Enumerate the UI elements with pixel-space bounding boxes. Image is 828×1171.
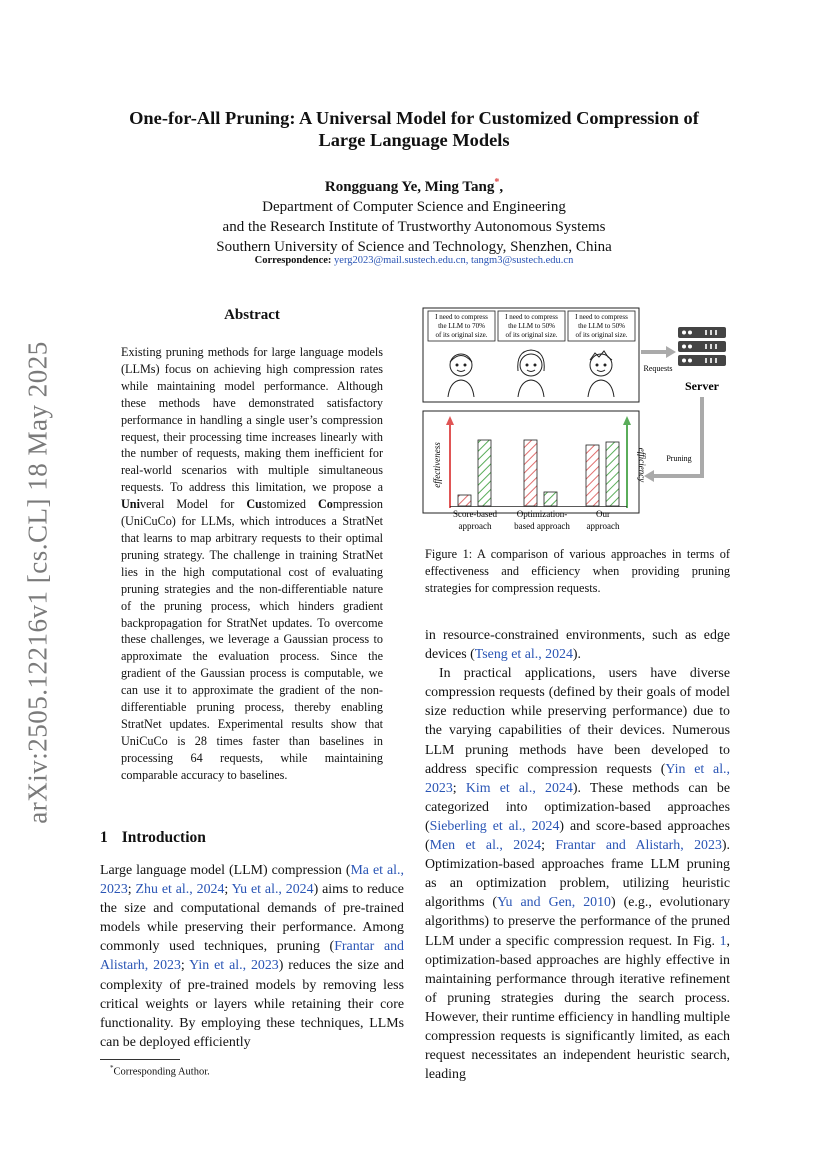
citation-link[interactable]: Zhu et al., 2024 bbox=[135, 882, 225, 898]
svg-text:the LLM to 70%: the LLM to 70% bbox=[438, 322, 485, 330]
requests-label: Requests bbox=[643, 364, 673, 373]
affiliation-line: and the Research Institute of Trustworthy Autonomous Systems bbox=[222, 219, 606, 235]
pruning-label: Pruning bbox=[666, 454, 692, 463]
pruning-arrow bbox=[652, 397, 702, 476]
section-heading: 1 Introduction bbox=[100, 829, 206, 846]
citation-link[interactable]: Yin et al., 2023 bbox=[189, 958, 279, 974]
author-mark[interactable]: * bbox=[494, 177, 500, 188]
category-label: Optimization- bbox=[516, 509, 568, 519]
server-icon bbox=[678, 327, 726, 366]
paragraph: in resource-constrained environments, such as edge devices (Tseng et al., 2024). bbox=[425, 628, 730, 663]
citation-link[interactable]: Yu and Gen, 2010 bbox=[497, 895, 611, 911]
svg-text:I need to compress: I need to compress bbox=[435, 313, 488, 321]
category-label: based approach bbox=[514, 521, 570, 531]
arxiv-identifier: arXiv:2505.12216v1 [cs.CL] 18 May 2025 bbox=[22, 341, 53, 824]
efficiency-label: efficiency bbox=[637, 447, 647, 483]
email-link[interactable]: yerg2023@mail.sustech.edu.cn, tangm3@sustech.edu.cn bbox=[334, 255, 574, 266]
speech-bubble bbox=[568, 311, 635, 341]
effectiveness-label: effectiveness bbox=[432, 442, 442, 488]
citation-link[interactable]: Yu et al., 2024 bbox=[231, 882, 314, 898]
category-label: approach bbox=[586, 521, 620, 531]
bar-ours-effectiveness bbox=[586, 445, 599, 506]
intro-paragraph: Large language model (LLM) compression (Ma et al., 2023; Zhu et al., 2024; Yu et al., 2024) aims to reduce the size and computational demands of pre-trained models while preserving their performance. Among commonly used techniques, pruning (Frantar and Alistarh, 2023; Yin et al., 2023) reduces the size and complexity of pre-trained models by removing less critical weights or layers while retaining their core functionality. By employing these techniques, LLMs can be deployed efficiently bbox=[100, 863, 405, 1050]
citation-link[interactable]: Men et al., 2024 bbox=[429, 838, 542, 854]
category-label: approach bbox=[458, 521, 492, 531]
svg-text:of its original size.: of its original size. bbox=[435, 331, 488, 339]
svg-text:I need to compress: I need to compress bbox=[575, 313, 628, 321]
citation-link[interactable]: Ma et al., 2023 bbox=[100, 863, 404, 898]
svg-text:I need to compress: I need to compress bbox=[505, 313, 558, 321]
bar-score-effectiveness bbox=[458, 495, 471, 506]
bar-opt-efficiency bbox=[544, 492, 557, 506]
citation-link[interactable]: Frantar and Alistarh, 2023 bbox=[100, 939, 405, 974]
svg-text:the LLM to 50%: the LLM to 50% bbox=[578, 322, 625, 330]
right-column-text bbox=[425, 626, 730, 1084]
bar-score-efficiency bbox=[478, 440, 491, 506]
abstract-text: Existing pruning methods for large language models (LLMs) focus on achieving high compression rates while maintaining model performance. Although these methods have demonstrated satisfactory performance in handling a single user’s compression request, their processing time increases linearly with the number of requests, making them inefficient for real-world scenarios with multiple simultaneous requests. To address this limitation, we propose a Univeral Model for Customized Compression (UniCuCo) for LLMs, which introduces a StratNet that learns to map arbitrary requests to their optimal pruning strategy. The challenge in training StratNet lies in the high computational cost of evaluating pruning strategies and the non-differentiable nature of the pruning process, which hinders gradient backpropagation for StratNet updates. To overcome these challenges, we leverage a Gaussian process to approximate the evaluation process. Since the gradient of the Gaussian process is computable, we can use it to approximate the gradient of the non-differentiable pruning process, thereby enabling StratNet updates. Experimental results show that UniCuCo is 28 times faster than baselines in processing 64 requests, while maintaining comparable accuracy to baselines. bbox=[121, 345, 383, 782]
citation-link[interactable]: Sieberling et al., 2024 bbox=[429, 818, 560, 834]
svg-text:the LLM to 50%: the LLM to 50% bbox=[508, 322, 555, 330]
category-label: Score-based bbox=[453, 509, 497, 519]
paragraph: In practical applications, users have diverse compression requests (defined by their goals of model size reduction while preserving performance) due to the varying capabilities of their devices. Numerous LLM pruning methods have been developed to address specific compression requests (Yin et al., 2023; Kim et al., 2024). These methods can be categorized into optimization-based approaches (Sieberling et al., 2024) and score-based approaches (Men et al., 2024; Frantar and Alistarh, 2023). Optimization-based approaches frame LLM pruning as an optimization problem, utilizing heuristic algorithms (Yu and Gen, 2010) (e.g., evolutionary algorithms) to preserve the performance of the pruned LLM under a specific compression request. In Fig. 1, optimization-based approaches are highly effective in maintaining performance through iterative refinement of pruning strategies during the search process. However, their runtime efficiency in handling multiple compression requests is significantly limited, as each request necessitates an independent heuristic search, leading bbox=[425, 666, 731, 1083]
figure-1 bbox=[420, 305, 730, 537]
citation-link[interactable]: Frantar and Alistarh, 2023 bbox=[555, 838, 722, 854]
footnote-rule bbox=[100, 1059, 180, 1060]
correspondence: Correspondence: yerg2023@mail.sustech.edu.cn, tangm3@sustech.edu.cn bbox=[254, 255, 574, 266]
paper-title: One-for-All Pruning: A Universal Model for Customized Compression of Large Language Models bbox=[129, 108, 699, 150]
bar-ours-efficiency bbox=[606, 442, 619, 506]
author-names: Rongguang Ye, Ming Tang bbox=[324, 179, 495, 195]
svg-text:of its original size.: of its original size. bbox=[575, 331, 628, 339]
bar-opt-effectiveness bbox=[524, 440, 537, 506]
category-label: Our bbox=[596, 509, 610, 519]
citation-link[interactable]: Yin et al., 2023 bbox=[425, 761, 730, 796]
affiliation-line: Southern University of Science and Technology, Shenzhen, China bbox=[216, 239, 612, 255]
server-label: Server bbox=[685, 379, 719, 393]
citation-link[interactable]: Tseng et al., 2024 bbox=[474, 647, 573, 663]
speech-bubble bbox=[428, 311, 495, 341]
author-block: Rongguang Ye, Ming Tang*, Department of Computer Science and Engineering and the Research Institute of Trustworthy Autonomous Systems Southern University of Science and Technology, Shenzhen, China bbox=[90, 173, 738, 257]
footnote: *Corresponding Author. bbox=[110, 1064, 210, 1078]
svg-text:of its original size.: of its original size. bbox=[505, 331, 558, 339]
citation-link[interactable]: Kim et al., 2024 bbox=[465, 780, 573, 796]
figure-ref-link[interactable]: 1 bbox=[719, 933, 727, 949]
speech-bubble bbox=[498, 311, 565, 341]
abstract-heading: Abstract bbox=[224, 307, 280, 323]
figure-caption: Figure 1: A comparison of various approaches in terms of effectiveness and efficiency when providing pruning strategies for compression requests. bbox=[425, 547, 730, 595]
affiliation-line: Department of Computer Science and Engineering bbox=[262, 199, 566, 215]
